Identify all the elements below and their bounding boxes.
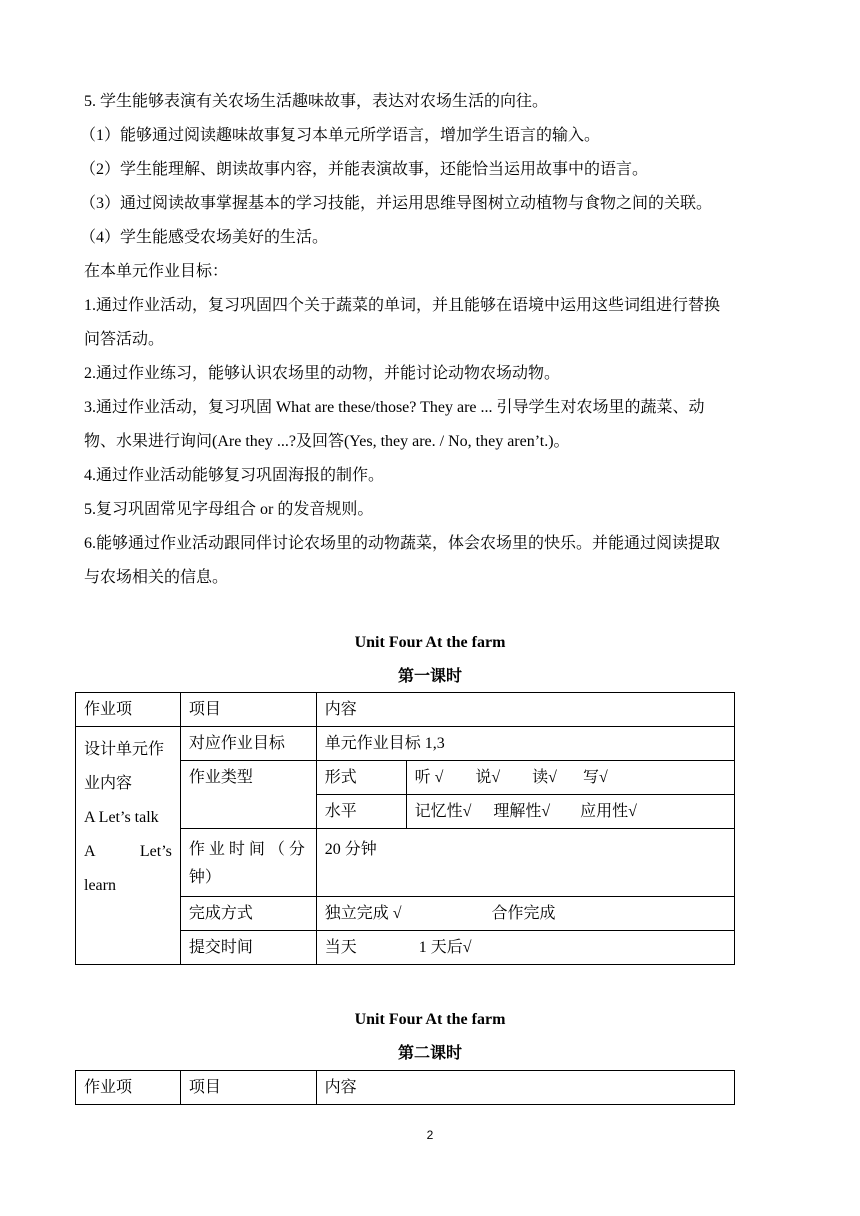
- lesson1-lesson-title: 第一课时: [397, 668, 462, 685]
- submit-values: [316, 931, 734, 965]
- level-item-understanding: 理解性√: [493, 802, 551, 820]
- unit-goal-3b: 物、水果进行询问(Are they ...?及回答(Yes, they are. / No, they aren’t.)。: [84, 433, 570, 450]
- lesson2-unit-title: Unit Four At the farm: [354, 1011, 506, 1028]
- left-text: learn: [84, 877, 116, 894]
- type-label: 作业类型: [180, 761, 316, 829]
- level-label: 水平: [316, 795, 406, 829]
- goal-sub-2: （2）学生能理解、朗读故事内容，并能表演故事，还能恰当运用故事中的语言。: [80, 161, 649, 178]
- level-values: [406, 795, 734, 829]
- form-values: [406, 761, 734, 795]
- goal-item-5: 5. 学生能够表演有关农场生活趣味故事，表达对农场生活的向往。: [84, 93, 549, 110]
- time-label-line: 作 业 时 间 （ 分: [188, 841, 305, 858]
- table-header-row: [76, 1071, 735, 1105]
- lesson2-lesson-title: 第二课时: [397, 1045, 462, 1062]
- header-cell: 内容: [316, 1071, 734, 1105]
- header-cell: 作业项: [76, 1071, 181, 1105]
- lesson1-unit-title: Unit Four At the farm: [354, 634, 506, 651]
- submit-same-day: 当天: [324, 938, 357, 956]
- left-text: 设计单元作: [84, 741, 165, 758]
- header-cell: 作业项: [76, 693, 181, 727]
- unit-goal-4: 4.通过作业活动能够复习巩固海报的制作。: [84, 467, 385, 484]
- left-text: 业内容: [84, 775, 133, 792]
- time-value: 20 分钟: [316, 829, 734, 897]
- unit-goal-2: 2.通过作业练习，能够认识农场里的动物，并能讨论动物农场动物。: [84, 365, 561, 382]
- unit-goal-6b: 与农场相关的信息。: [84, 569, 229, 586]
- unit-goal-1b: 问答活动。: [84, 331, 165, 348]
- submit-label: 提交时间: [180, 931, 316, 965]
- homework-item-cell: [76, 727, 181, 965]
- unit-goals-heading: 在本单元作业目标：: [84, 263, 229, 280]
- form-item-write: 写√: [582, 768, 608, 786]
- left-text-justified: [84, 835, 172, 869]
- header-cell: 项目: [180, 693, 316, 727]
- time-label-line: 钟）: [188, 869, 221, 886]
- goal-sub-3: （3）通过阅读故事掌握基本的学习技能，并运用思维导图树立动植物与食物之间的关联。: [80, 195, 713, 212]
- lesson2-table: [75, 1070, 735, 1105]
- form-label: 形式: [316, 761, 406, 795]
- left-text: Let’s: [139, 843, 172, 860]
- form-item-speak: 说√: [475, 768, 501, 786]
- table-row: [76, 727, 735, 761]
- method-values: [316, 897, 734, 931]
- level-item-memory: 记忆性√: [414, 802, 472, 820]
- header-cell: 内容: [316, 693, 734, 727]
- submit-one-day-later: 1 天后√: [418, 938, 472, 956]
- left-text: A Let’s talk: [84, 809, 159, 826]
- left-text: A: [84, 843, 96, 860]
- method-cooperative: 合作完成: [491, 904, 556, 922]
- unit-goal-6a: 6.能够通过作业活动跟同伴讨论农场里的动物蔬菜，体会农场里的快乐。并能通过阅读提取: [84, 535, 721, 552]
- goal-label: 对应作业目标: [180, 727, 316, 761]
- header-cell: 项目: [180, 1071, 316, 1105]
- unit-goal-1a: 1.通过作业活动，复习巩固四个关于蔬菜的单词，并且能够在语境中运用这些词组进行替换: [84, 297, 721, 314]
- time-label-cell: [180, 829, 316, 897]
- unit-goal-5: 5.复习巩固常见字母组合 or 的发音规则。: [84, 501, 374, 518]
- level-item-application: 应用性√: [580, 802, 637, 820]
- goal-sub-4: （4）学生能感受农场美好的生活。: [80, 229, 329, 246]
- unit-goal-3a: 3.通过作业活动，复习巩固 What are these/those? They are ... 引导学生对农场里的蔬菜、动: [84, 399, 705, 416]
- page-number: 2: [426, 1128, 434, 1142]
- table-header-row: [76, 693, 735, 727]
- method-label: 完成方式: [180, 897, 316, 931]
- goal-value: 单元作业目标 1,3: [316, 727, 734, 761]
- method-independent: 独立完成 √: [324, 904, 402, 922]
- form-item-listen: 听 √: [414, 768, 444, 786]
- lesson1-table: [75, 692, 735, 965]
- form-item-read: 读√: [532, 768, 557, 786]
- goal-sub-1: （1）能够通过阅读趣味故事复习本单元所学语言，增加学生语言的输入。: [80, 127, 601, 144]
